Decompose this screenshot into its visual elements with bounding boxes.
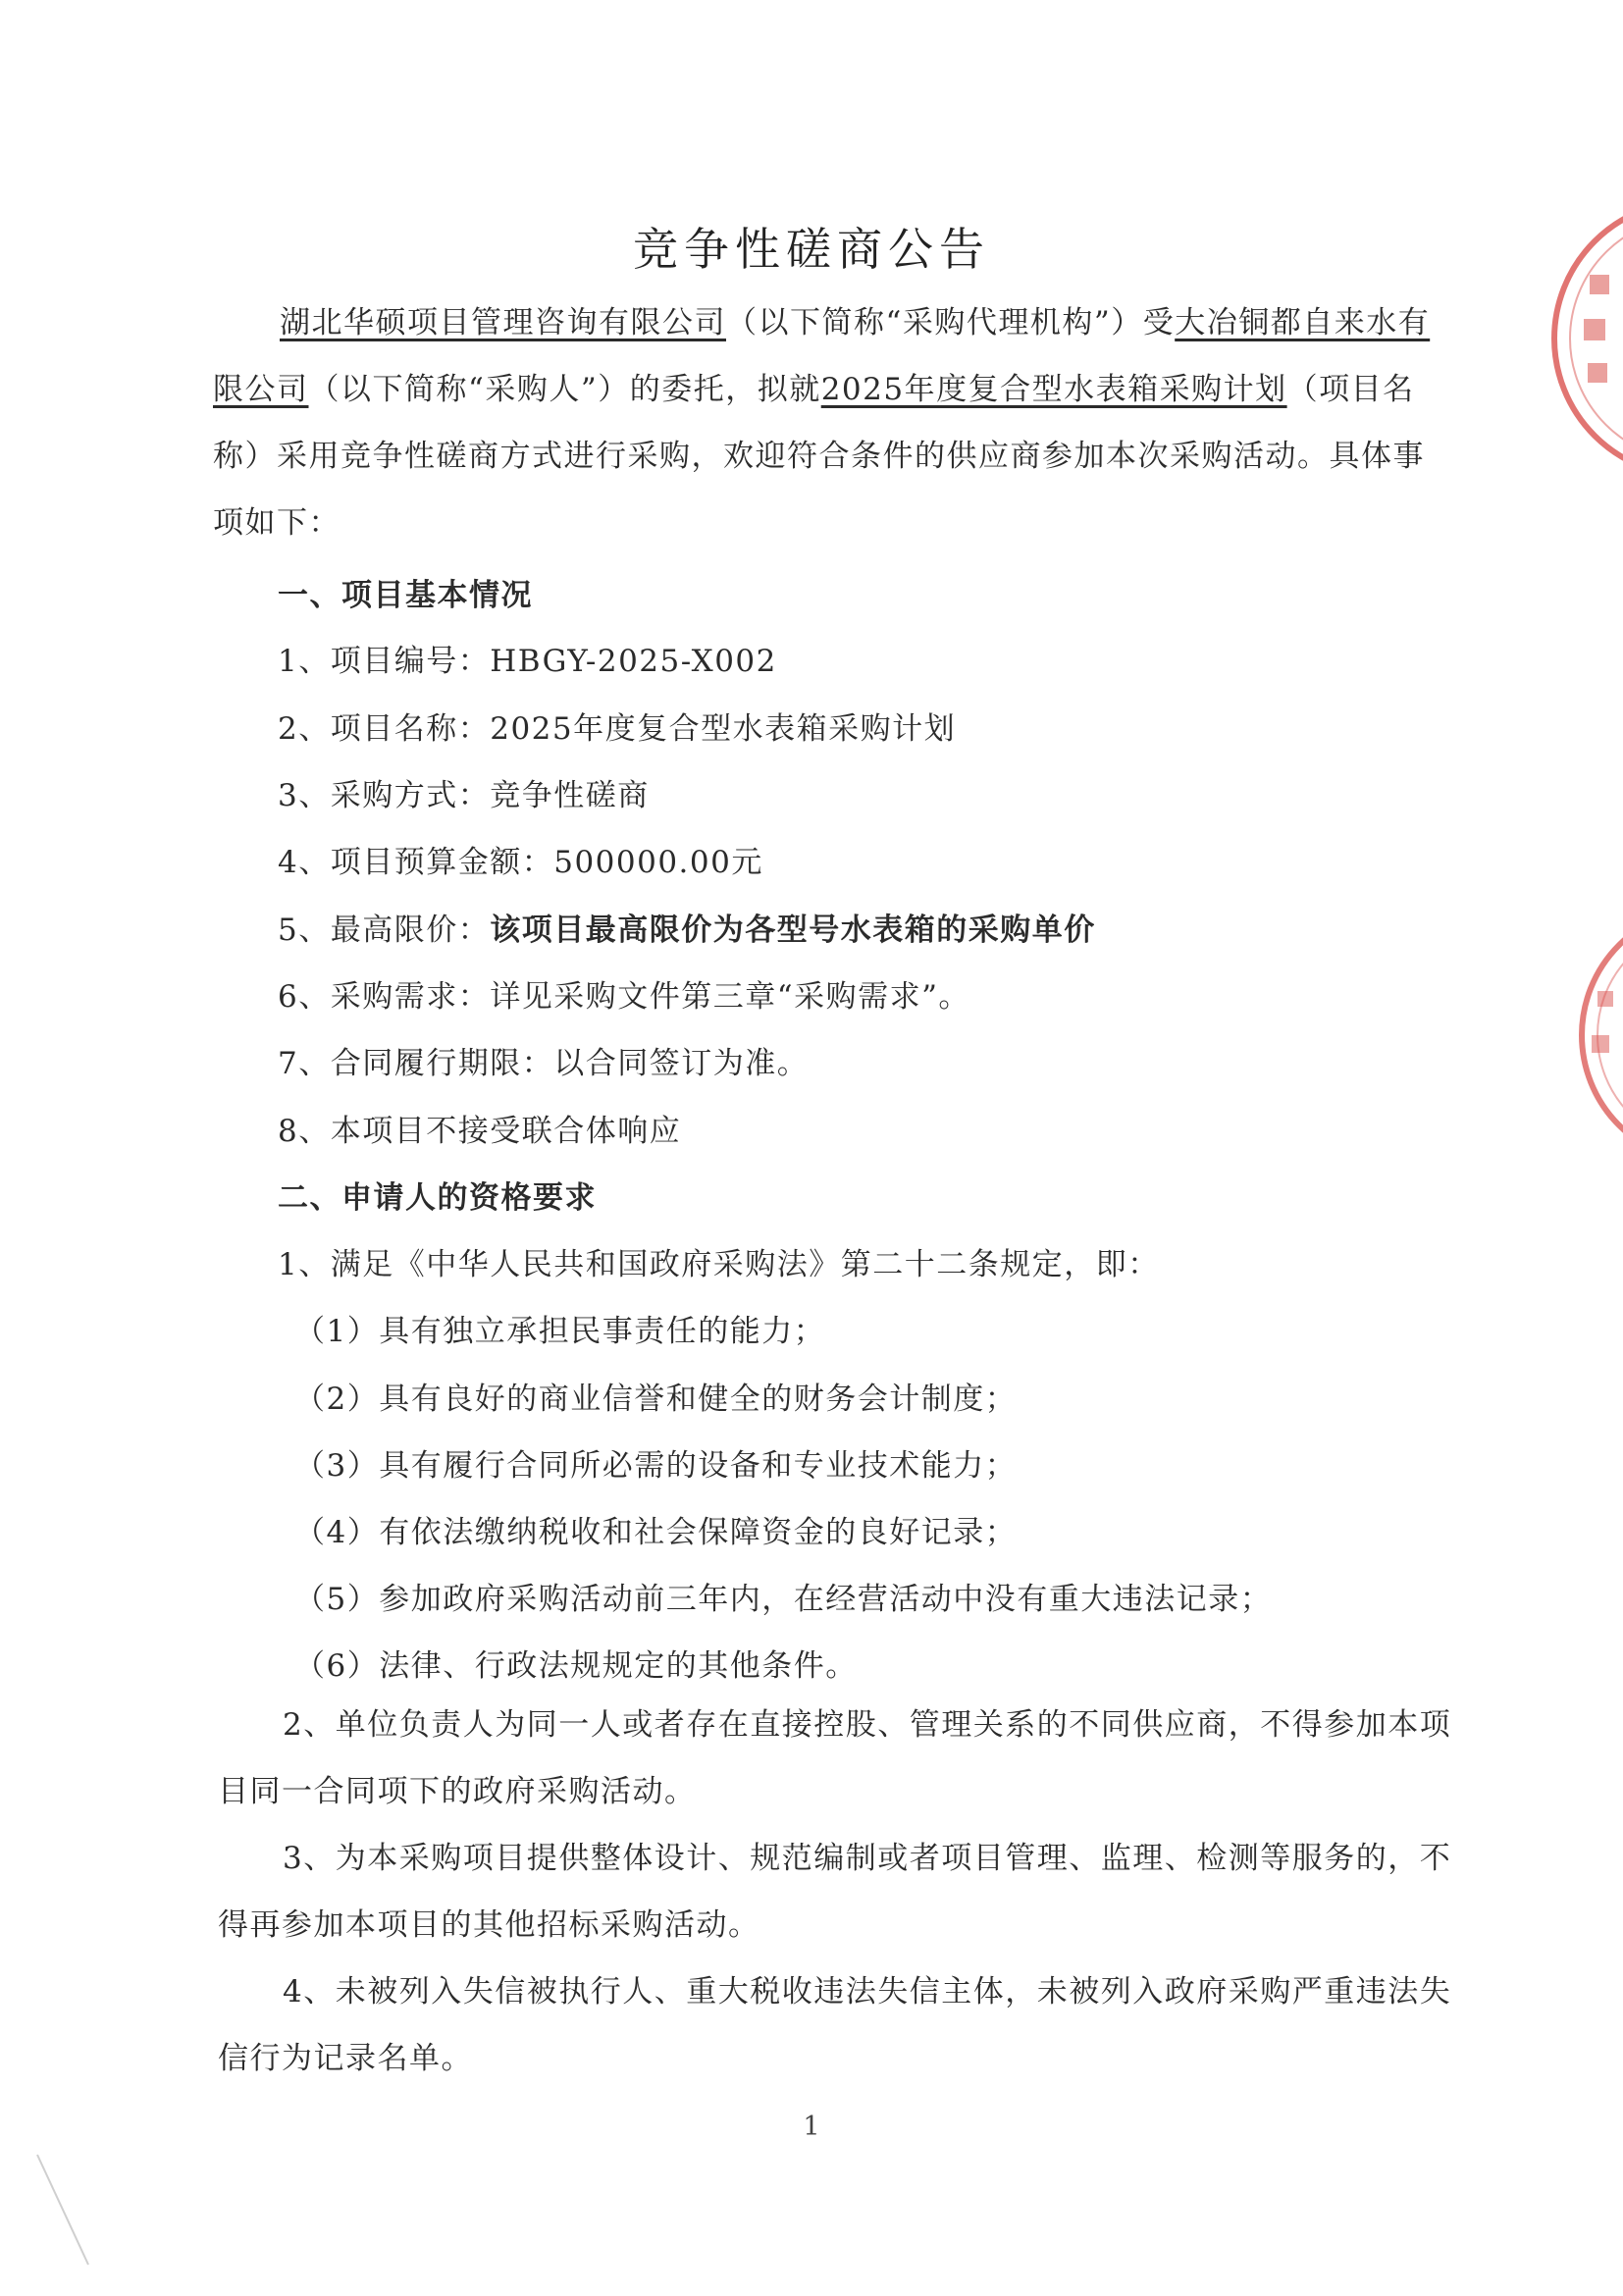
intro-paragraph bbox=[213, 289, 1451, 556]
requirement-2: 2、单位负责人为同一人或者存在直接控股、管理关系的不同供应商，不得参加本项目同一合同项下的政府采购活动。 bbox=[218, 1707, 1452, 1809]
requirement-3: 3、为本采购项目提供整体设计、规范编制或者项目管理、监理、检测等服务的，不得再参加本项目的其他招标采购活动。 bbox=[218, 1841, 1452, 1943]
section-heading-qualifications: 二、申请人的资格要求 bbox=[278, 1180, 597, 1216]
requirement-4: 4、未被列入失信被执行人、重大税收违法失信主体，未被列入政府采购严重违法失信行为记录名单。 bbox=[218, 1974, 1452, 2076]
page-number: 1 bbox=[803, 2112, 820, 2142]
purchaser-name: 大冶铜都自来水有限公司 bbox=[213, 305, 1431, 407]
max-price bbox=[278, 905, 1096, 949]
max-price-label: 5、最高限价： bbox=[278, 913, 491, 948]
seal-stamp-icon bbox=[1544, 196, 1623, 481]
procurement-method: 3、采购方式：竞争性磋商 bbox=[278, 778, 650, 813]
condition-item: （6）法律、行政法规规定的其他条件。 bbox=[294, 1648, 858, 1684]
requirement-1: 1、满足《中华人民共和国政府采购法》第二十二条规定，即： bbox=[278, 1247, 1160, 1282]
contract-period: 7、合同履行期限：以合同签订为准。 bbox=[278, 1046, 810, 1081]
max-price-value: 该项目最高限价为各型号水表箱的采购单价 bbox=[490, 913, 1096, 948]
seal-stamp-icon bbox=[1562, 913, 1623, 1158]
intro-text-2: （以下简称“采购人”）的委托，拟就 bbox=[308, 372, 821, 407]
condition-item: （4）有依法缴纳税收和社会保障资金的良好记录； bbox=[294, 1515, 1018, 1550]
project-title-item: 2、项目名称：2025年度复合型水表箱采购计划 bbox=[278, 711, 957, 747]
condition-item: （2）具有良好的商业信誉和健全的财务会计制度； bbox=[294, 1382, 1018, 1417]
no-consortium: 8、本项目不接受联合体响应 bbox=[278, 1114, 682, 1149]
condition-item: （5）参加政府采购活动前三年内，在经营活动中没有重大违法记录； bbox=[294, 1582, 1273, 1617]
project-name: 2025年度复合型水表箱采购计划 bbox=[820, 372, 1287, 407]
document-title: 竞争性磋商公告 bbox=[633, 223, 990, 276]
procurement-requirements: 6、采购需求：详见采购文件第三章“采购需求”。 bbox=[278, 979, 970, 1015]
section-heading-basic-info: 一、项目基本情况 bbox=[278, 578, 533, 613]
condition-item: （1）具有独立承担民事责任的能力； bbox=[294, 1314, 826, 1349]
intro-text-3: （项目名称）采用竞争性磋商方式进行采购，欢迎符合条件的供应商参加本次采购活动。具体事项如下： bbox=[213, 372, 1425, 541]
condition-item: （3）具有履行合同所必需的设备和专业技术能力； bbox=[294, 1448, 1018, 1484]
project-number: 1、项目编号：HBGY-2025-X002 bbox=[278, 644, 777, 679]
scan-artifact-icon bbox=[33, 2151, 92, 2269]
intro-text-1: （以下简称“采购代理机构”）受 bbox=[726, 305, 1176, 340]
budget-amount: 4、项目预算金额：500000.00元 bbox=[278, 845, 763, 880]
agency-name: 湖北华硕项目管理咨询有限公司 bbox=[280, 305, 726, 340]
